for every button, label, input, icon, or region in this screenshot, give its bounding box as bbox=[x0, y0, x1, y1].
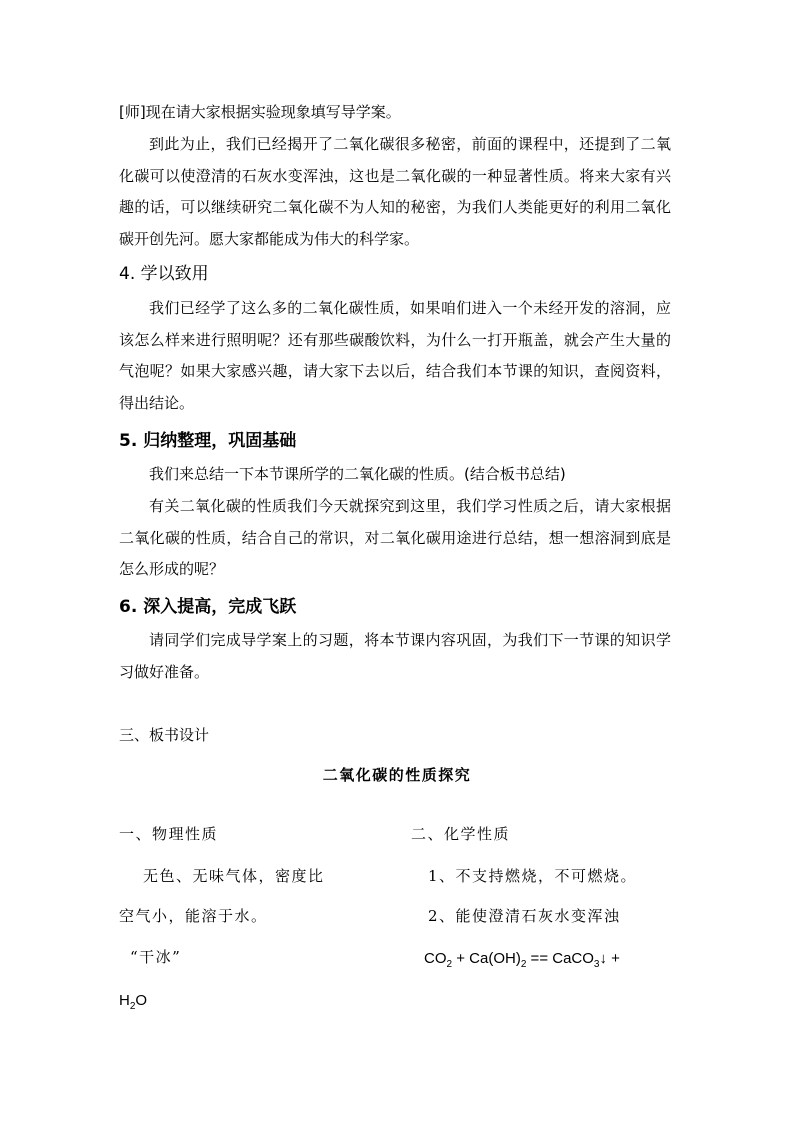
formula-caoh-subscript: 2 bbox=[520, 959, 527, 970]
board-chemical-heading: 二、化学性质 bbox=[411, 825, 511, 843]
formula-water-h: H bbox=[119, 992, 130, 1009]
chemical-equation bbox=[424, 950, 620, 970]
board-physical-line1: 无色、无味气体，密度比 bbox=[143, 867, 325, 885]
precipitate-arrow-icon: ↓ bbox=[599, 950, 607, 967]
paragraph-cave-question: 有关二氧化碳的性质我们今天就探究到这里，我们学习性质之后，请大家根据二氧化碳的性质，结合自己的常识，对二氧化碳用途进行总结，想一想溶洞到底是怎么形成的呢？ bbox=[119, 497, 671, 579]
paragraph-exercises: 请同学们完成导学案上的习题，将本节课内容巩固，为我们下一节课的知识学习做好准备。 bbox=[119, 631, 671, 681]
board-title: 二氧化碳的性质探究 bbox=[322, 766, 472, 784]
board-physical-heading: 一、物理性质 bbox=[119, 825, 219, 843]
board-physical-line2: 空气小，能溶于水。 bbox=[119, 907, 268, 925]
formula-plus: + bbox=[606, 950, 620, 967]
formula-co: CO bbox=[424, 950, 447, 967]
paragraph-teacher-instruction: [师]现在请大家根据实验现象填写导学案。 bbox=[119, 103, 401, 121]
board-chemical-item2: 2、能使澄清石灰水变浑浊 bbox=[428, 907, 621, 925]
heading-advance: 6. 深入提高，完成飞跃 bbox=[119, 597, 297, 617]
paragraph-summarize-properties: 我们来总结一下本节课所学的二氧化碳的性质。(结合板书总结) bbox=[149, 465, 566, 483]
board-physical-dry-ice: “干冰” bbox=[130, 948, 182, 966]
paragraph-apply-questions: 我们已经学了这么多的二氧化碳性质，如果咱们进入一个未经开发的溶洞，应该怎么样来进行照明呢？还有那些碳酸饮料，为什么一打开瓶盖，就会产生大量的气泡呢？如果大家感兴趣，请大家下去以后，结合我们本节课的知识，查阅资料，得出结论。 bbox=[119, 299, 671, 413]
formula-caco-subscript: 3 bbox=[593, 959, 600, 970]
formula-water-o: O bbox=[135, 992, 148, 1009]
heading-apply-knowledge: 4. 学以致用 bbox=[119, 264, 209, 284]
formula-co-subscript: 2 bbox=[446, 959, 453, 970]
board-chemical-item1: 1、不支持燃烧，不可燃烧。 bbox=[428, 867, 638, 885]
paragraph-summary-secrets: 到此为止，我们已经揭开了二氧化碳很多秘密，前面的课程中，还提到了二氧化碳可以使澄清的石灰水变浑浊，这也是二氧化碳的一种显著性质。将来大家有兴趣的话，可以继续研究二氧化碳不为人知的秘密，为我们人类能更好的利用二氧化碳开创先河。愿大家都能成为伟大的科学家。 bbox=[119, 135, 671, 249]
formula-caoh: + Ca(OH) bbox=[452, 950, 521, 967]
section-board-design: 三、板书设计 bbox=[119, 726, 210, 744]
formula-caco: == CaCO bbox=[526, 950, 594, 967]
formula-water-subscript: 2 bbox=[129, 1001, 136, 1012]
chemical-equation-water bbox=[119, 992, 147, 1012]
heading-summarize: 5. 归纳整理，巩固基础 bbox=[119, 431, 297, 451]
